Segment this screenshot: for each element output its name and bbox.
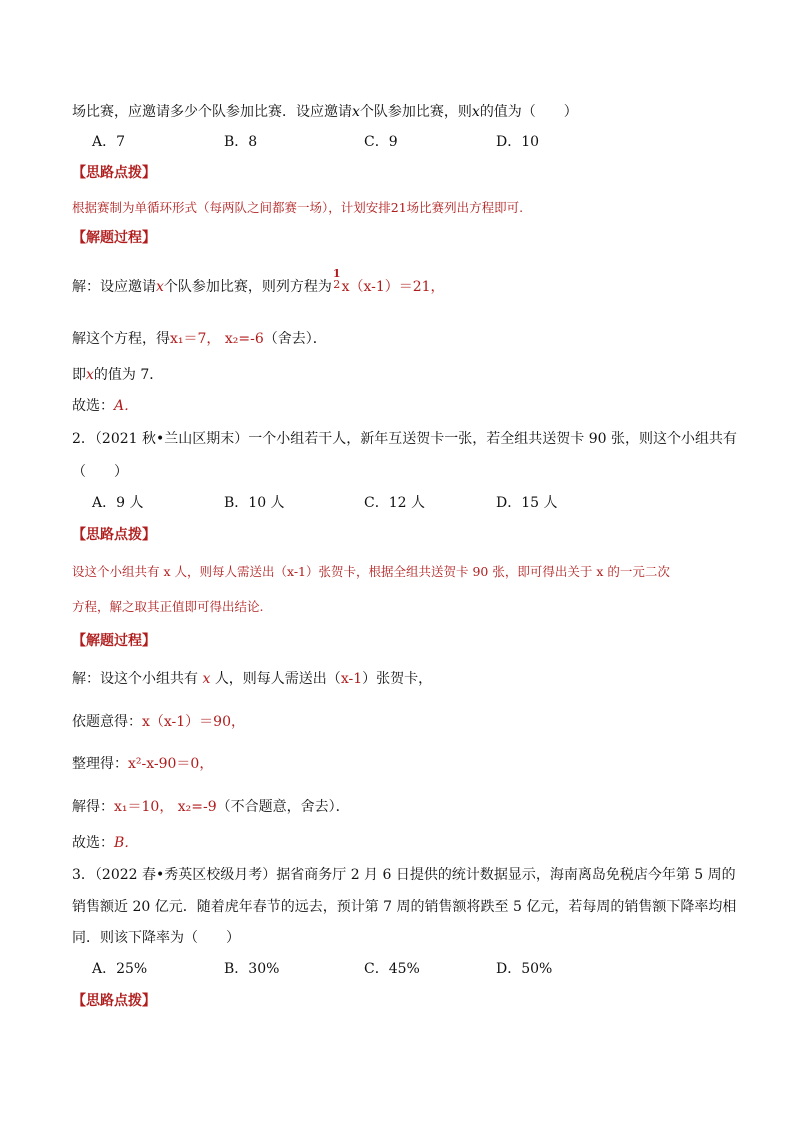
q1-answer	[72, 397, 138, 415]
q2-sol4-text2: （不合题意，舍去）．	[216, 799, 350, 815]
q2-solution-line2	[72, 713, 245, 731]
q1-hint-text: 根据赛制为单循环形式（每两队之间都赛一场），计划安排21场比赛列出方程即可.	[72, 200, 524, 215]
q1-option-d: D．10	[496, 134, 540, 150]
q1-solution-line3	[72, 366, 163, 384]
q3-stem-line2: 销售额近 20 亿元．随着虎年春节的远去，预计第 7 周的销售额将跌至 5 亿元，若每周的销售额下降率均相	[72, 899, 737, 915]
q2-sol1-text3: ）张贺卡，	[362, 671, 433, 687]
q1-sol1-text: 解：设应邀请	[72, 279, 156, 295]
q1-sol2-text: 解这个方程，得	[72, 331, 170, 347]
q1-var: x	[352, 104, 360, 120]
q2-root2: x₂=-9	[177, 799, 217, 815]
q1-root1: x₁＝7，	[170, 331, 221, 347]
fraction-numerator: 1	[332, 267, 341, 280]
q3-hint-heading: 【思路点拨】	[72, 993, 156, 1009]
q3-option-c: C．45%	[364, 961, 420, 977]
q2-option-c: C．12 人	[364, 495, 425, 511]
q1-process-heading: 【解题过程】	[72, 230, 156, 246]
fraction-denominator: 2	[333, 278, 341, 291]
q3-stem-line1: 3．（2022 春•秀英区校级月考）据省商务厅 2 月 6 日提供的统计数据显示，海南离岛免税店今年第 5 周的	[72, 867, 736, 883]
q1-sol3-text: 即	[72, 367, 86, 383]
q3-stem-line3: 同．则该下降率为（ ）	[72, 930, 240, 946]
q2-answer-value: B．	[114, 835, 139, 851]
q1-option-a: A．7	[92, 134, 126, 150]
q2-solution-line4	[72, 798, 350, 816]
q2-answer	[72, 834, 138, 852]
q1-stem-mid: 个队参加比赛，则	[359, 104, 472, 120]
q1-stem-end: 的值为（ ）	[479, 104, 578, 120]
q2-root1: x₁＝10，	[114, 799, 174, 815]
q1-solution-line1	[72, 267, 445, 298]
q2-sol2-equation: x（x-1）＝90，	[142, 714, 245, 730]
q2-answer-label: 故选：	[72, 835, 114, 851]
q3-option-b: B．30%	[224, 961, 280, 977]
q2-solution-line1	[72, 670, 432, 688]
q2-option-a: A．9 人	[92, 495, 144, 511]
q2-sol1-text2: 人，则每人需送出（	[214, 671, 341, 687]
q2-stem-line1: 2．（2021 秋•兰山区期末）一个小组若干人，新年互送贺卡一张，若全组共送贺卡 90 张，则这个小组共有	[72, 431, 737, 447]
q1-option-c: C．9	[364, 134, 398, 150]
q2-sol1-text: 解：设这个小组共有	[72, 671, 198, 687]
q1-sol3-text2: 的值为 7．	[93, 367, 164, 383]
q2-stem-line2: （ ）	[72, 464, 128, 480]
q2-sol2-text: 依题意得：	[72, 714, 142, 730]
q1-solution-line2	[72, 330, 327, 348]
q2-option-b: B．10 人	[224, 495, 285, 511]
q1-hint-heading: 【思路点拨】	[72, 165, 156, 181]
q1-sol3-var: x	[86, 367, 94, 383]
q1-var2: x	[471, 104, 480, 120]
one-half-fraction	[333, 268, 341, 290]
q2-hint-heading: 【思路点拨】	[72, 527, 156, 543]
q1-sol1-var: x	[156, 279, 164, 295]
q2-process-heading: 【解题过程】	[72, 633, 156, 649]
q2-sol1-var: x	[202, 671, 211, 687]
q2-sol4-text: 解得：	[72, 799, 114, 815]
q1-root2: x₂=-6	[224, 331, 264, 347]
q1-stem-text: 场比赛，应邀请多少个队参加比赛．设应邀请	[72, 104, 352, 120]
q2-sol3-equation: x²-x-90＝0，	[128, 756, 214, 772]
q1-stem	[72, 103, 578, 121]
q2-solution-line3	[72, 755, 213, 773]
q2-option-d: D．15 人	[496, 495, 558, 511]
q2-sol1-expr: x-1	[340, 671, 363, 687]
q1-option-b: B．8	[224, 134, 258, 150]
q3-option-d: D．50%	[496, 961, 553, 977]
q2-sol3-text: 整理得：	[72, 756, 128, 772]
q2-hint-line1: 设这个小组共有 x 人，则每人需送出（x-1）张贺卡，根据全组共送贺卡 90 张，即可得出关于 x 的一元二次	[72, 564, 670, 579]
q1-answer-value: A．	[114, 398, 139, 414]
q1-sol1-text2: 个队参加比赛，则列方程为	[163, 279, 332, 295]
q3-option-a: A．25%	[92, 961, 148, 977]
q2-hint-line2: 方程，解之取其正值即可得出结论.	[72, 599, 264, 614]
q1-answer-label: 故选：	[72, 398, 114, 414]
q1-sol2-text2: （舍去）．	[263, 331, 327, 347]
q1-sol1-equation: x（x-1）＝21，	[341, 279, 445, 295]
